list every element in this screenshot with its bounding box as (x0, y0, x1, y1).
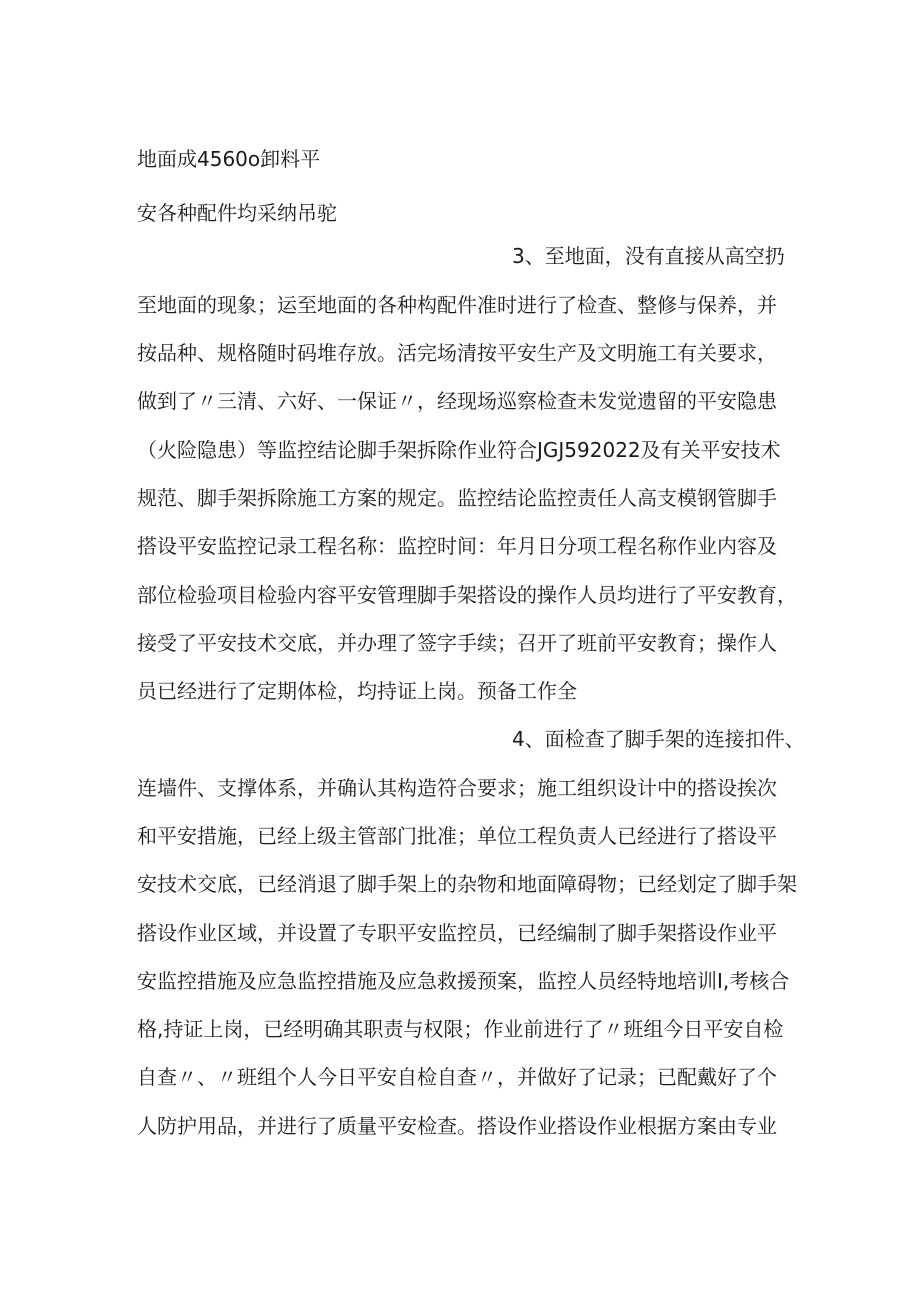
text-line: 规范、脚手架拆除施工方案的规定。监控结论监控责任人高支模钢管脚手 (137, 486, 777, 510)
text-line: 部位检验项目检验内容平安管理脚手架搭设的操作人员均进行了平安教育， (137, 583, 797, 607)
text-line: 3、至地面，没有直接从高空扔 (512, 244, 785, 268)
text-line: 搭设作业区域，并设置了专职平安监控员，已经编制了脚手架搭设作业平 (137, 921, 777, 945)
text-line: 安监控措施及应急监控措施及应急救援预案，监控人员经特地培训I,考核合 (137, 969, 790, 993)
text-line: 接受了平安技术交底，并办理了签字手续；召开了班前平安教育；操作人 (137, 631, 777, 655)
text-line: 4、面检查了脚手架的连接扣件、 (512, 727, 805, 751)
text-line: 至地面的现象；运至地面的各种构配件准时进行了检查、整修与保养，并 (137, 293, 777, 317)
text-line: 安技术交底，已经消退了脚手架上的杂物和地面障碍物；已经划定了脚手架 (137, 872, 797, 896)
text-line: 搭设平安监控记录工程名称：监控时间：年月日分项工程名称作业内容及 (137, 534, 777, 558)
text-line: 按品种、规格随时码堆存放。活完场清按平安生产及文明施工有关要求， (137, 341, 777, 365)
text-line: 自查〃、〃班组个人今日平安自检自查〃，并做好了记录；已配戴好了个 (137, 1065, 777, 1089)
text-line: （火险隐患）等监控结论脚手架拆除作业符合JGJ592022及有关平安技术 (137, 438, 781, 462)
text-line: 地面成4560o卸料平 (137, 147, 321, 171)
text-line: 和平安措施，已经上级主管部门批准；单位工程负责人已经进行了搭设平 (137, 824, 777, 848)
text-line: 连墙件、支撑体系，并确认其构造符合要求；施工组织设计中的搭设挨次 (137, 776, 777, 800)
text-line: 格,持证上岗，已经明确其职责与权限；作业前进行了〃班组今日平安自检 (137, 1017, 784, 1041)
text-line: 安各种配件均采纳吊驼 (137, 201, 337, 225)
text-line: 做到了〃三清、六好、一保证〃，经现场巡察检查未发觉遗留的平安隐患 (137, 389, 777, 413)
text-line: 员已经进行了定期体检，均持证上岗。预备工作全 (137, 679, 577, 703)
text-line: 人防护用品，并进行了质量平安检查。搭设作业搭设作业根据方案由专业 (137, 1114, 777, 1138)
